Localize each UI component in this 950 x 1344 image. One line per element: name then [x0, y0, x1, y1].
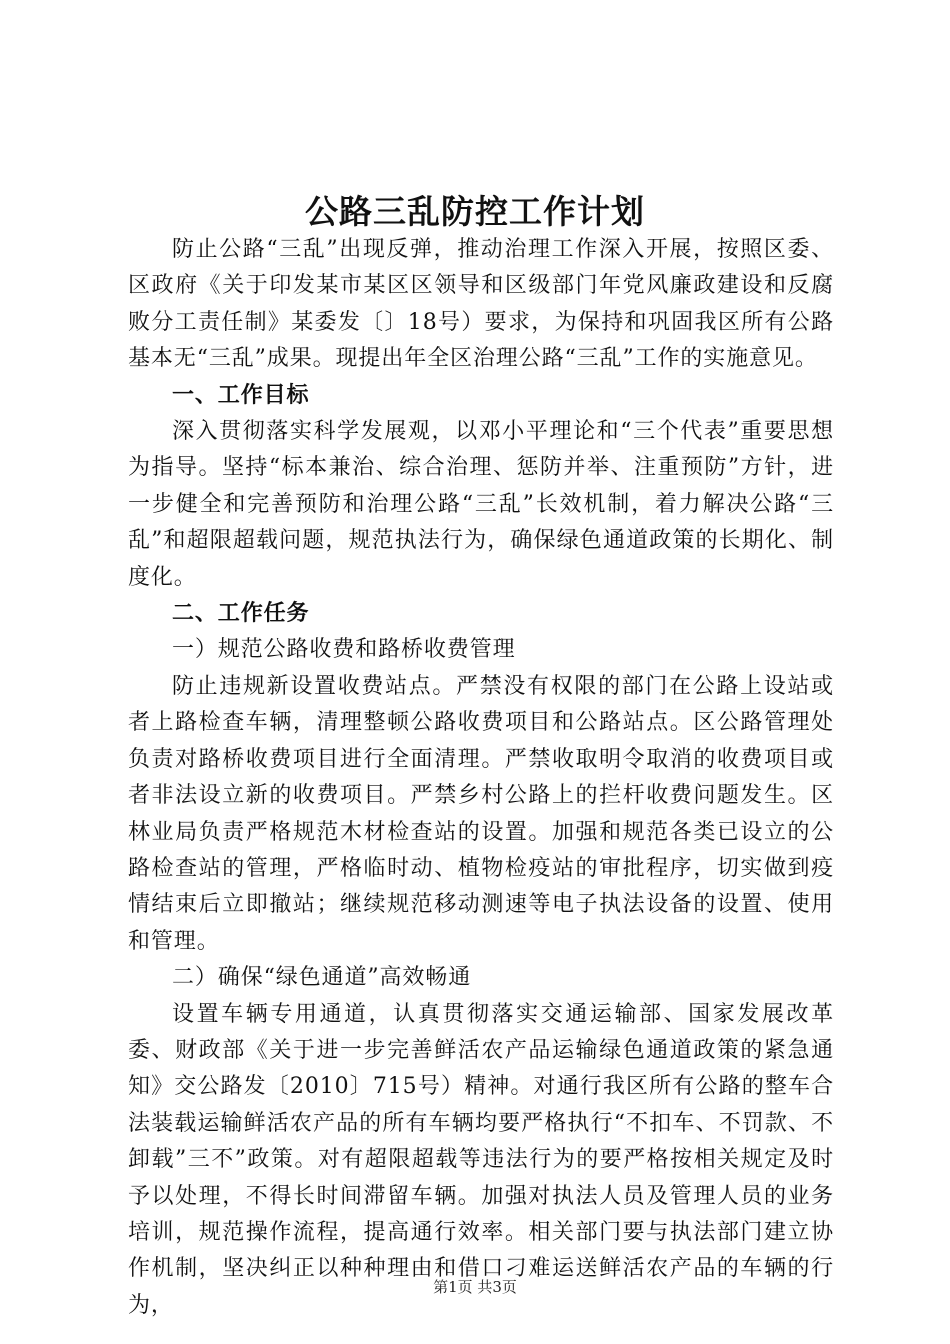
section-heading-goals: 一、工作目标 [172, 382, 310, 408]
intro-paragraph: 防止公路“三乱”出现反弹，推动治理工作深入开展，按照区委、区政府《关于印发某市某区区领导和区级部门年党风廉政建设和反腐败分工责任制》某委发〔〕18号）要求，为保持和巩固我区所有公路基本无“三乱”成果。现提出年全区治理公路“三乱”工作的实施意见。 [128, 237, 834, 372]
document-body [128, 232, 834, 1324]
section-heading-tasks: 二、工作任务 [172, 601, 310, 627]
goals-paragraph: 深入贯彻落实科学发展观，以邓小平理论和“三个代表”重要思想为指导。坚持“标本兼治、综合治理、惩防并举、注重预防”方针，进一步健全和完善预防和治理公路“三乱”长效机制，着力解决公路“三乱”和超限超载问题，规范执法行为，确保绿色通道政策的长期化、制度化。 [128, 419, 834, 590]
task-heading-green-channel: 二）确保“绿色通道”高效畅通 [172, 965, 472, 991]
task-heading-toll-management: 一）规范公路收费和路桥收费管理 [172, 637, 516, 663]
toll-management-paragraph: 防止违规新设置收费站点。严禁没有权限的部门在公路上设站或者上路检查车辆，清理整顿公路收费项目和公路站点。区公路管理处负责对路桥收费项目进行全面清理。严禁收取明令取消的收费项目或者非法设立新的收费项目。严禁乡村公路上的拦杆收费问题发生。区林业局负责严格规范木材检查站的设置。加强和规范各类已设立的公路检查站的管理，严格临时动、植物检疫站的审批程序，切实做到疫情结束后立即撤站；继续规范移动测速等电子执法设备的设置、使用和管理。 [128, 673, 834, 954]
page-number: 第1页 共3页 [433, 1278, 517, 1296]
document-title: 公路三乱防控工作计划 [305, 192, 645, 231]
green-channel-paragraph: 设置车辆专用通道，认真贯彻落实交通运输部、国家发展改革委、财政部《关于进一步完善鲜活农产品运输绿色通道政策的紧急通知》交公路发〔2010〕715号）精神。对通行我区所有公路的整车合法装载运输鲜活农产品的所有车辆均要严格执行“不扣车、不罚款、不卸载”三不”政策。对有超限超载等违法行为的要严格按相关规定及时予以处理，不得长时间滞留车辆。加强对执法人员及管理人员的业务培训，规范操作流程，提高通行效率。相关部门要与执法部门建立协作机制，坚决纠正以种种理由和借口刁难运送鲜活农产品的车辆的行为， [128, 1001, 834, 1318]
